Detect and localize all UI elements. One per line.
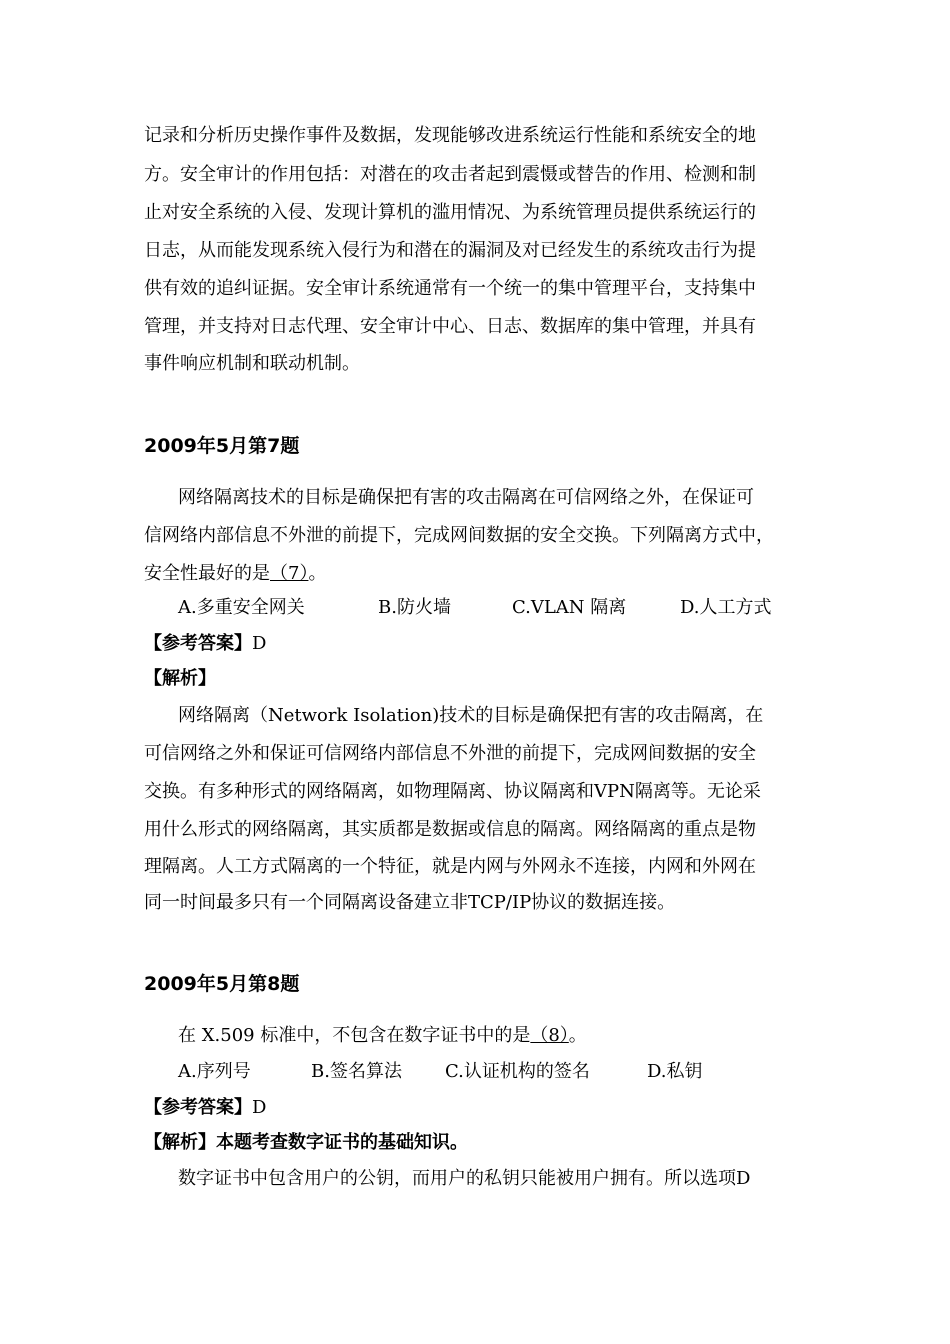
q8-analysis-line: 数字证书中包含用户的公钥，而用户的私钥只能被用户拥有。所以选项D (178, 1168, 751, 1189)
q8-option-d: D.私钥 (647, 1061, 703, 1082)
q8-analysis-title: 本题考查数字证书的基础知识。 (216, 1132, 468, 1153)
q7-option-a: A.多重安全网关 (178, 597, 305, 618)
q7-answer-label: 【参考答案】 (144, 633, 252, 654)
q7-analysis-line: 网络隔离（Network Isolation)技术的目标是确保把有害的攻击隔离，在 (178, 705, 764, 726)
intro-line: 日志，从而能发现系统入侵行为和潜在的漏洞及对已经发生的系统攻击行为提 (144, 240, 756, 261)
q8-answer: D (252, 1097, 267, 1118)
q8-option-a: A.序列号 (178, 1061, 251, 1082)
q8-answer-line (144, 1097, 266, 1119)
q8-answer-label: 【参考答案】 (144, 1097, 252, 1118)
q7-analysis-label: 【解析】 (144, 668, 216, 689)
intro-line: 记录和分析历史操作事件及数据，发现能够改进系统运行性能和系统安全的地 (144, 125, 756, 146)
q7-answer: D (252, 633, 267, 654)
intro-line: 方。安全审计的作用包括：对潜在的攻击者起到震慑或替告的作用、检测和制 (144, 164, 756, 185)
q8-stem-text: 在 X.509 标准中，不包含在数字证书中的是 (178, 1025, 531, 1046)
q8-heading: 2009年5月第8题 (144, 973, 300, 995)
q7-analysis-line: 可信网络之外和保证可信网络内部信息不外泄的前提下，完成网间数据的安全 (144, 743, 756, 764)
q8-blank: （8） (530, 1025, 569, 1046)
q7-analysis-line: 同一时间最多只有一个同隔离设备建立非TCP/IP协议的数据连接。 (144, 892, 676, 913)
q7-analysis-line: 交换。有多种形式的网络隔离，如物理隔离、协议隔离和VPN隔离等。无论采 (144, 781, 761, 802)
q7-stem-line: 信网络内部信息不外泄的前提下，完成网间数据的安全交换。下列隔离方式中， (144, 525, 774, 546)
q7-stem-text: 安全性最好的是 (144, 563, 270, 584)
q7-analysis-line: 理隔离。人工方式隔离的一个特征，就是内网与外网永不连接，内网和外网在 (144, 856, 756, 877)
intro-line: 管理，并支持对日志代理、安全审计中心、日志、数据库的集中管理，并具有 (144, 316, 756, 337)
q7-analysis-line: 用什么形式的网络隔离，其实质都是数据或信息的隔离。网络隔离的重点是物 (144, 819, 756, 840)
q7-option-d: D.人工方式 (680, 597, 772, 618)
q7-stem-end: 。 (308, 563, 327, 584)
q7-stem-last (144, 563, 326, 585)
q7-blank: （7） (270, 563, 309, 584)
intro-line: 供有效的追纠证据。安全审计系统通常有一个统一的集中管理平台，支持集中 (144, 278, 756, 299)
q8-option-c: C.认证机构的签名 (445, 1061, 590, 1082)
q7-answer-line (144, 633, 266, 655)
q7-heading: 2009年5月第7题 (144, 435, 300, 457)
q8-option-b: B.签名算法 (311, 1061, 402, 1082)
intro-line: 止对安全系统的入侵、发现计算机的滥用情况、为系统管理员提供系统运行的 (144, 202, 756, 223)
q8-analysis-heading (144, 1132, 468, 1154)
q8-stem-line (178, 1025, 587, 1047)
intro-line: 事件响应机制和联动机制。 (144, 353, 360, 374)
q8-stem-end: 。 (568, 1025, 587, 1046)
q8-analysis-label: 【解析】 (144, 1132, 216, 1153)
q7-option-c: C.VLAN 隔离 (512, 597, 627, 618)
q7-stem-line: 网络隔离技术的目标是确保把有害的攻击隔离在可信网络之外，在保证可 (178, 487, 754, 508)
q7-option-b: B.防火墙 (378, 597, 451, 618)
